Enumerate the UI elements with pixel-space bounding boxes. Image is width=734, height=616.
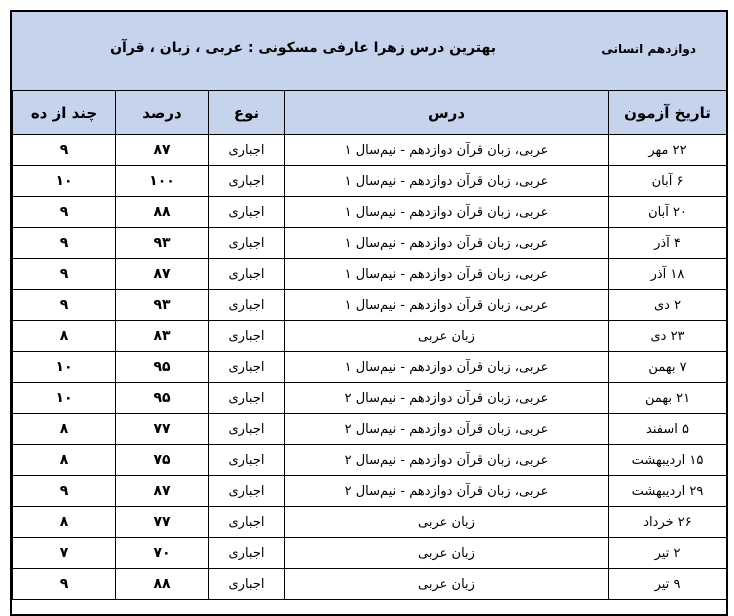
- table-row: [13, 445, 727, 476]
- score-cell: ۱۰: [13, 166, 116, 197]
- score-cell: ۸: [13, 414, 116, 445]
- percent-cell: ۷۷: [116, 414, 209, 445]
- score-cell: ۸: [13, 321, 116, 352]
- score-cell: ۹: [13, 228, 116, 259]
- percent-cell: ۸۸: [116, 569, 209, 600]
- table-row: [13, 538, 727, 569]
- percent-cell: ۸۸: [116, 197, 209, 228]
- date-cell: ۲۰ آبان: [609, 197, 727, 228]
- lesson-cell: عربی، زبان قرآن دوازدهم - نیم‌سال ۲: [285, 383, 609, 414]
- percent-cell: ۹۳: [116, 228, 209, 259]
- percent-cell: ۷۷: [116, 507, 209, 538]
- col-header-percent: درصد: [116, 91, 209, 135]
- lesson-cell: عربی، زبان قرآن دوازدهم - نیم‌سال ۱: [285, 135, 609, 166]
- grade-label: دوازدهم انسانی: [601, 42, 696, 56]
- score-cell: ۸: [13, 507, 116, 538]
- score-cell: ۹: [13, 476, 116, 507]
- percent-cell: ۸۷: [116, 135, 209, 166]
- lesson-cell: زبان عربی: [285, 538, 609, 569]
- report-title: بهترین درس زهرا عارفی مسکونی : عربی ، زبان ، قرآن: [110, 40, 496, 56]
- percent-cell: ۷۵: [116, 445, 209, 476]
- score-cell: ۱۰: [13, 352, 116, 383]
- table-row: [13, 259, 727, 290]
- percent-cell: ۸۷: [116, 259, 209, 290]
- score-cell: ۹: [13, 197, 116, 228]
- col-header-type: نوع: [209, 91, 285, 135]
- type-cell: اجباری: [209, 197, 285, 228]
- type-cell: اجباری: [209, 569, 285, 600]
- score-cell: ۱۰: [13, 383, 116, 414]
- table-row: [13, 569, 727, 600]
- type-cell: اجباری: [209, 476, 285, 507]
- lesson-cell: عربی، زبان قرآن دوازدهم - نیم‌سال ۱: [285, 259, 609, 290]
- date-cell: ۲ تیر: [609, 538, 727, 569]
- lesson-cell: عربی، زبان قرآن دوازدهم - نیم‌سال ۲: [285, 414, 609, 445]
- type-cell: اجباری: [209, 414, 285, 445]
- lesson-cell: زبان عربی: [285, 507, 609, 538]
- percent-cell: ۹۵: [116, 383, 209, 414]
- date-cell: ۲۶ خرداد: [609, 507, 727, 538]
- type-cell: اجباری: [209, 352, 285, 383]
- score-cell: ۸: [13, 445, 116, 476]
- type-cell: اجباری: [209, 290, 285, 321]
- date-cell: ۵ اسفند: [609, 414, 727, 445]
- lesson-cell: عربی، زبان قرآن دوازدهم - نیم‌سال ۲: [285, 476, 609, 507]
- table-header-row: [13, 91, 727, 135]
- table-row: [13, 135, 727, 166]
- table-row: [13, 228, 727, 259]
- date-cell: ۹ تیر: [609, 569, 727, 600]
- type-cell: اجباری: [209, 135, 285, 166]
- date-cell: ۲ دی: [609, 290, 727, 321]
- table-row: [13, 383, 727, 414]
- report-header: [12, 12, 726, 92]
- table-row: [13, 507, 727, 538]
- lesson-cell: عربی، زبان قرآن دوازدهم - نیم‌سال ۱: [285, 197, 609, 228]
- lesson-cell: عربی، زبان قرآن دوازدهم - نیم‌سال ۱: [285, 166, 609, 197]
- lesson-cell: عربی، زبان قرآن دوازدهم - نیم‌سال ۲: [285, 445, 609, 476]
- lesson-cell: زبان عربی: [285, 321, 609, 352]
- type-cell: اجباری: [209, 507, 285, 538]
- percent-cell: ۸۷: [116, 476, 209, 507]
- report-sheet: [10, 10, 728, 616]
- date-cell: ۱۸ آذر: [609, 259, 727, 290]
- percent-cell: ۷۰: [116, 538, 209, 569]
- score-cell: ۷: [13, 538, 116, 569]
- date-cell: ۱۵ اردیبهشت: [609, 445, 727, 476]
- score-cell: ۹: [13, 290, 116, 321]
- date-cell: ۲۱ بهمن: [609, 383, 727, 414]
- table-row: [13, 476, 727, 507]
- score-cell: ۹: [13, 259, 116, 290]
- score-cell: ۹: [13, 569, 116, 600]
- type-cell: اجباری: [209, 228, 285, 259]
- table-row: [13, 414, 727, 445]
- table-row: [13, 290, 727, 321]
- date-cell: ۷ بهمن: [609, 352, 727, 383]
- percent-cell: ۹۵: [116, 352, 209, 383]
- score-cell: ۹: [13, 135, 116, 166]
- percent-cell: ۸۳: [116, 321, 209, 352]
- percent-cell: ۹۳: [116, 290, 209, 321]
- table-row: [13, 321, 727, 352]
- date-cell: ۲۲ مهر: [609, 135, 727, 166]
- table-row: [13, 352, 727, 383]
- percent-cell: ۱۰۰: [116, 166, 209, 197]
- date-cell: ۲۳ دی: [609, 321, 727, 352]
- date-cell: ۶ آبان: [609, 166, 727, 197]
- lesson-cell: عربی، زبان قرآن دوازدهم - نیم‌سال ۱: [285, 290, 609, 321]
- table-row: [13, 197, 727, 228]
- exam-results-table: [12, 90, 727, 600]
- type-cell: اجباری: [209, 321, 285, 352]
- type-cell: اجباری: [209, 166, 285, 197]
- col-header-date: تاریخ آزمون: [609, 91, 727, 135]
- lesson-cell: زبان عربی: [285, 569, 609, 600]
- lesson-cell: عربی، زبان قرآن دوازدهم - نیم‌سال ۱: [285, 352, 609, 383]
- date-cell: ۴ آذر: [609, 228, 727, 259]
- table-row: [13, 166, 727, 197]
- col-header-score: چند از ده: [13, 91, 116, 135]
- type-cell: اجباری: [209, 445, 285, 476]
- date-cell: ۲۹ اردیبهشت: [609, 476, 727, 507]
- type-cell: اجباری: [209, 383, 285, 414]
- lesson-cell: عربی، زبان قرآن دوازدهم - نیم‌سال ۱: [285, 228, 609, 259]
- type-cell: اجباری: [209, 538, 285, 569]
- type-cell: اجباری: [209, 259, 285, 290]
- col-header-lesson: درس: [285, 91, 609, 135]
